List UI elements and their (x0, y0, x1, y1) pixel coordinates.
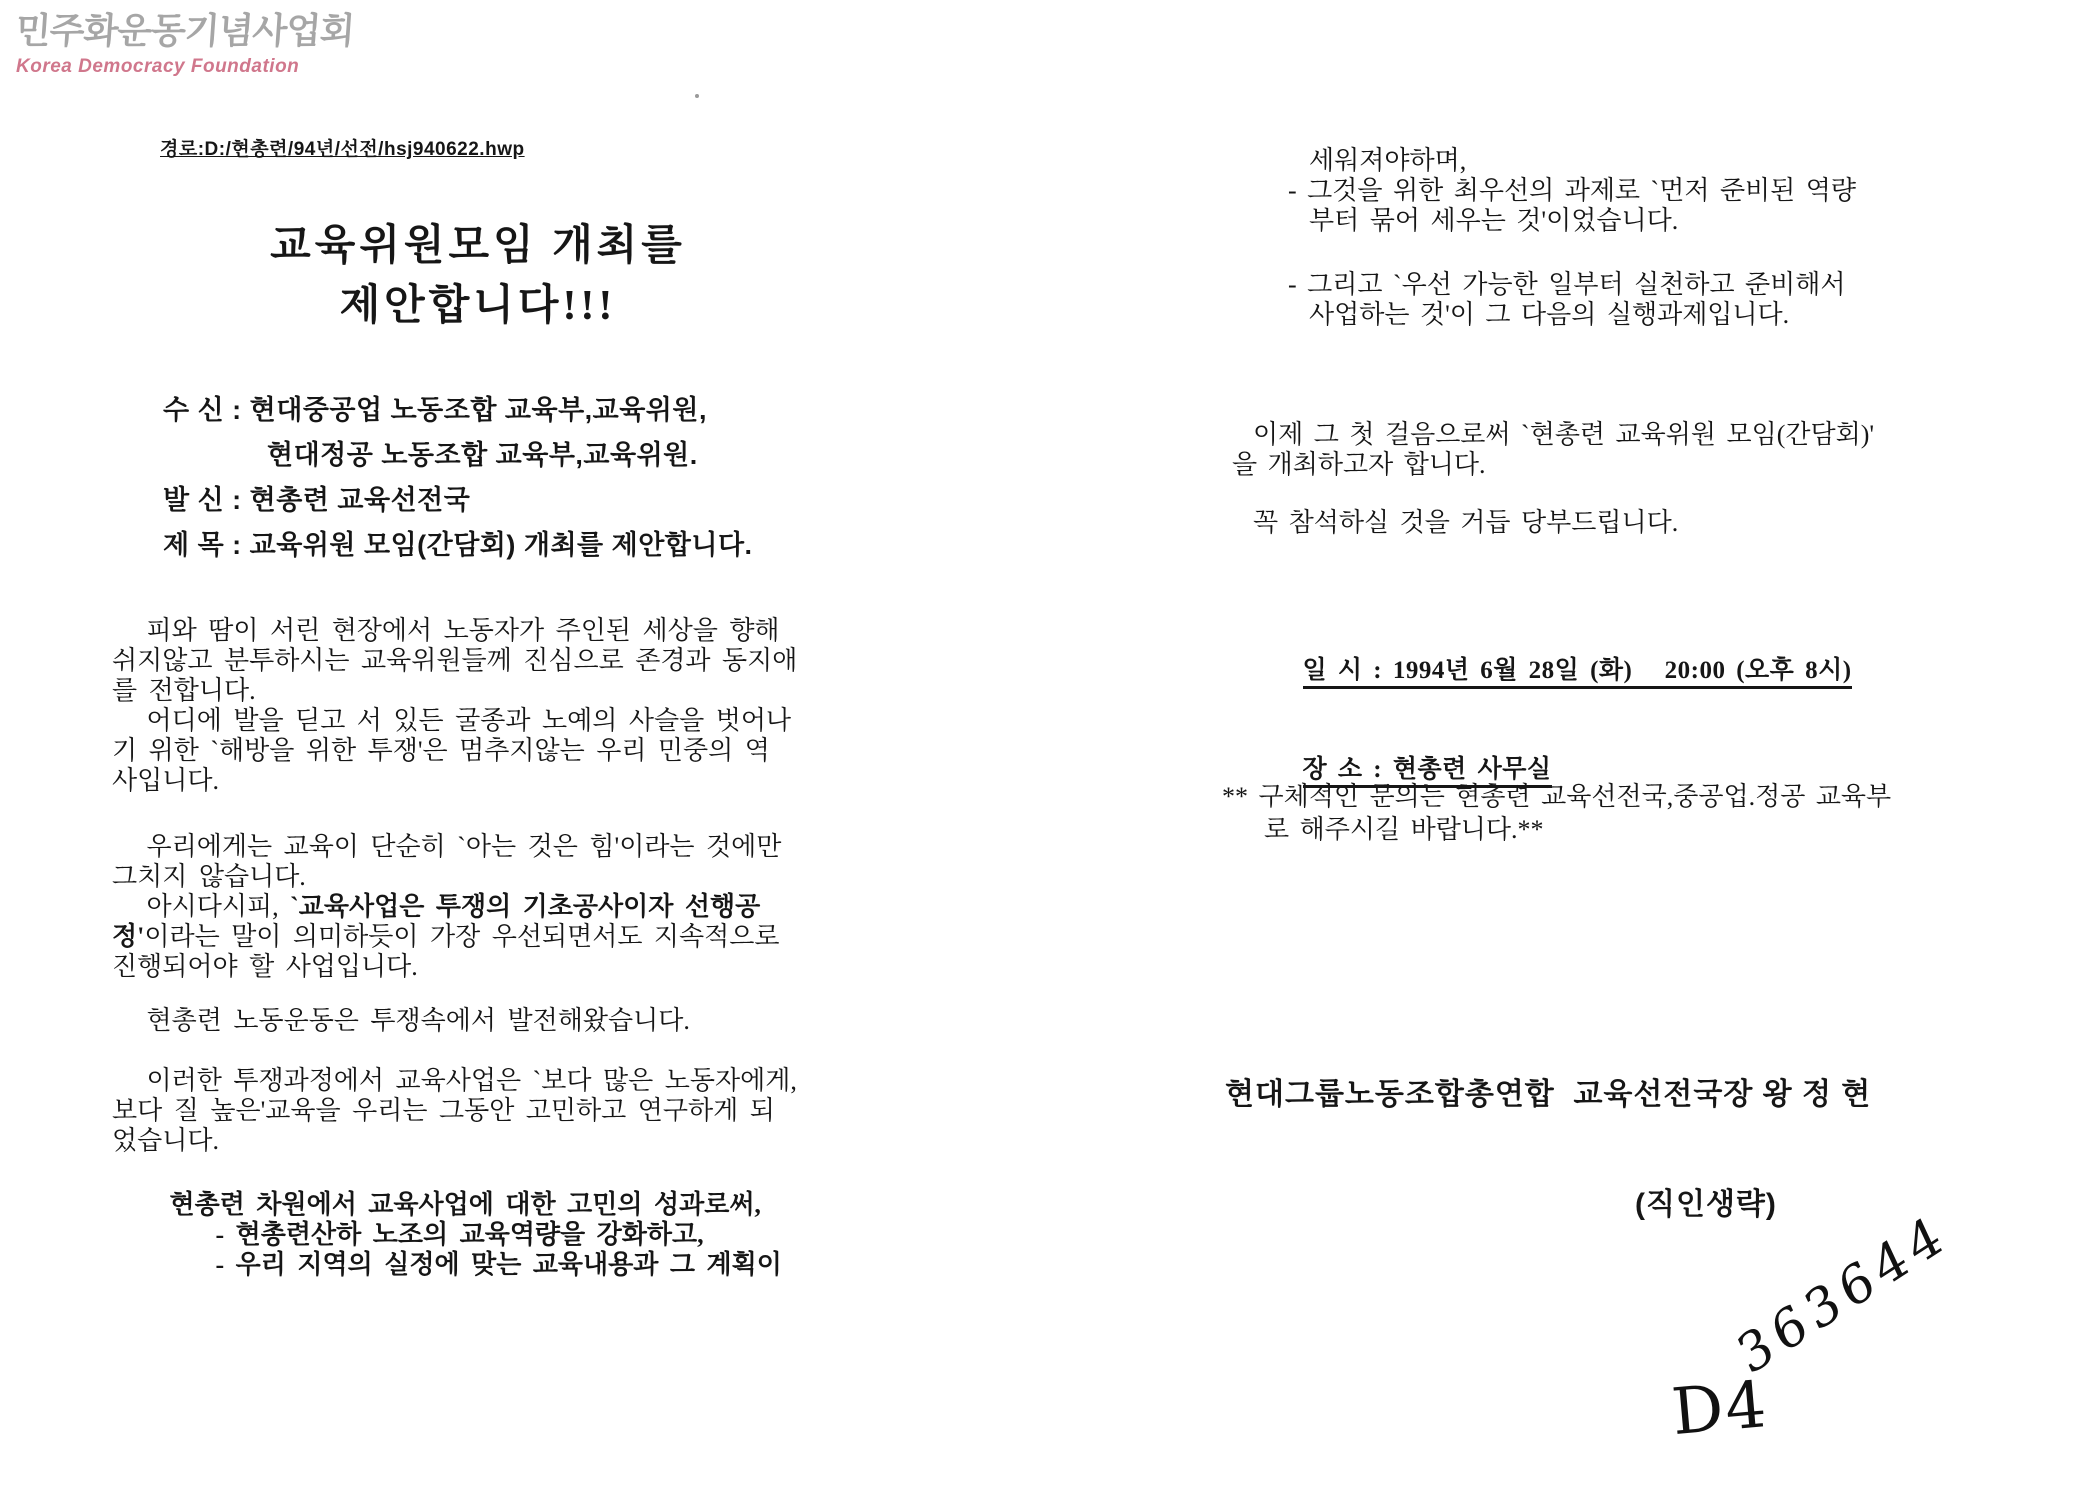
text-line (112, 706, 872, 736)
text-line (112, 1250, 872, 1280)
text-line (112, 832, 872, 862)
text-segment: 를 전합니다. (112, 676, 256, 705)
text-segment: 그치지 않습니다. (112, 862, 306, 891)
handwritten-mark: D4 (1668, 1367, 1772, 1451)
file-path: 경로:D:/현총련/94년/선전/hsj940622.hwp (160, 139, 525, 160)
text-segment: 발 신 : 현총련 교육선전국 (163, 485, 471, 515)
text-line (163, 388, 923, 433)
paragraph-gap (112, 982, 872, 1006)
text-segment: 어디에 발을 딛고 서 있든 굴종과 노예의 사슬을 벗어나 (112, 706, 792, 735)
paragraph-gap (1232, 480, 1932, 508)
text-segment: ** 구체적인 문의는 현총련 교육선전국,중공업.정공 교육부 (1222, 782, 1892, 811)
text-line (163, 523, 923, 568)
document-title-line2: 제안합니다!!! (339, 283, 617, 329)
document-title (110, 216, 846, 336)
right-column-middle-text (1232, 420, 1932, 538)
recipient-block (163, 388, 923, 568)
text-segment: 현대정공 노동조합 교육부,교육위원. (163, 440, 698, 470)
text-segment: 정' (112, 922, 145, 951)
paragraph-gap (112, 1036, 872, 1066)
text-line (112, 766, 872, 796)
kdf-logo-korean-text: 민주화운동기념사업회 (14, 10, 356, 52)
text-segment: 보다 질 높은'교육을 우리는 그동안 고민하고 연구하게 되 (112, 1096, 775, 1125)
text-segment: 이러한 투쟁과정에서 교육사업은 `보다 많은 노동자에게, (112, 1066, 797, 1095)
text-segment: 기 위한 `해방을 위한 투쟁'은 멈추지않는 우리 민중의 역 (112, 736, 770, 765)
contact-note (1222, 780, 1942, 846)
text-line (112, 736, 872, 766)
paragraph-gap (112, 796, 872, 832)
text-line (1288, 300, 1928, 330)
text-line (112, 646, 872, 676)
text-segment: 세워져야하며, (1288, 146, 1467, 175)
text-segment: 현총련 차원에서 교육사업에 대한 고민의 성과로써, (112, 1190, 761, 1219)
paragraph-gap (112, 1156, 872, 1190)
meeting-place: 장 소 : 현총련 사무실 (1303, 756, 1552, 788)
text-segment: 수 신 : 현대중공업 노동조합 교육부,교육위원, (163, 395, 707, 425)
text-segment: 이라는 말이 의미하듯이 가장 우선되면서도 지속적으로 (144, 922, 780, 951)
text-segment: 현총련 노동운동은 투쟁속에서 발전해왔습니다. (112, 1006, 690, 1035)
text-line (112, 1066, 872, 1096)
text-segment: 우리에게는 교육이 단순히 `아는 것은 힘'이라는 것에만 (112, 832, 782, 861)
text-line (112, 1190, 872, 1220)
text-segment: 아시다시피, (112, 892, 291, 921)
meeting-datetime: 일 시 : 1994년 6월 28일 (화) 20:00 (오후 8시) (1303, 657, 1852, 689)
text-segment: - 그것을 위한 최우선의 과제로 `먼저 준비된 역량 (1288, 176, 1857, 205)
text-line (1288, 206, 1928, 236)
text-line (1288, 176, 1928, 206)
meeting-datetime-line (1238, 626, 1852, 716)
text-line (112, 862, 872, 892)
text-line (1232, 450, 1932, 480)
text-line (112, 616, 872, 646)
text-segment: 쉬지않고 분투하시는 교육위원들께 진심으로 존경과 동지애 (112, 646, 798, 675)
text-segment: 부터 묶어 세우는 것'이었습니다. (1288, 206, 1679, 235)
text-line (112, 1006, 872, 1036)
text-segment: - 현총련산하 노조의 교육역량을 강화하고, (112, 1220, 704, 1249)
text-line (112, 952, 872, 982)
text-segment: 이제 그 첫 걸음으로써 `현총련 교육위원 모임(간담회)' (1232, 420, 1875, 449)
text-segment: 진행되어야 할 사업입니다. (112, 952, 418, 981)
handwritten-archive-number: 363644 (1729, 1201, 1957, 1388)
text-line (1288, 270, 1928, 300)
text-segment: 사업하는 것'이 그 다음의 실행과제입니다. (1288, 300, 1790, 329)
text-line (163, 478, 923, 523)
signature-org-and-name: 현대그룹노동조합총연합 교육선전국장 왕 정 현 (1225, 1078, 1872, 1111)
text-line (112, 892, 872, 922)
text-line (163, 433, 923, 478)
text-line (1222, 813, 1942, 846)
text-segment: 로 해주시길 바랍니다.** (1222, 815, 1544, 844)
kdf-logo-english-text: Korea Democracy Foundation (16, 56, 300, 77)
paragraph-gap (1288, 236, 1928, 270)
left-body-text (112, 616, 872, 1280)
text-segment: 을 개최하고자 합니다. (1232, 450, 1486, 479)
text-segment: - 우리 지역의 실정에 맞는 교육내용과 그 계획이 (112, 1250, 782, 1279)
kdf-logo (16, 8, 354, 78)
text-segment: 피와 땀이 서린 현장에서 노동자가 주인된 세상을 향해 (112, 616, 780, 645)
text-line (1288, 146, 1928, 176)
text-line (112, 1126, 872, 1156)
text-line (112, 922, 872, 952)
text-segment: `교육사업은 투쟁의 기초공사이자 선행공 (290, 892, 761, 921)
text-segment: - 그리고 `우선 가능한 일부터 실천하고 준비해서 (1288, 270, 1846, 299)
document-title-line1: 교육위원모임 개최를 (270, 223, 686, 269)
scan-speck (695, 94, 699, 98)
text-segment: 었습니다. (112, 1126, 219, 1155)
text-segment: 제 목 : 교육위원 모임(간담회) 개최를 제안합니다. (163, 530, 753, 560)
text-line (1232, 508, 1932, 538)
signature-seal-omitted: (직인생략) (1635, 1188, 1777, 1221)
text-segment: 꼭 참석하실 것을 거듭 당부드립니다. (1232, 508, 1679, 537)
signature-block (1225, 1010, 1945, 1290)
right-column-top-text (1288, 146, 1928, 330)
text-segment: 사입니다. (112, 766, 219, 795)
text-line (112, 1220, 872, 1250)
text-line (1222, 780, 1942, 813)
text-line (112, 676, 872, 706)
text-line (1232, 420, 1932, 450)
text-line (112, 1096, 872, 1126)
